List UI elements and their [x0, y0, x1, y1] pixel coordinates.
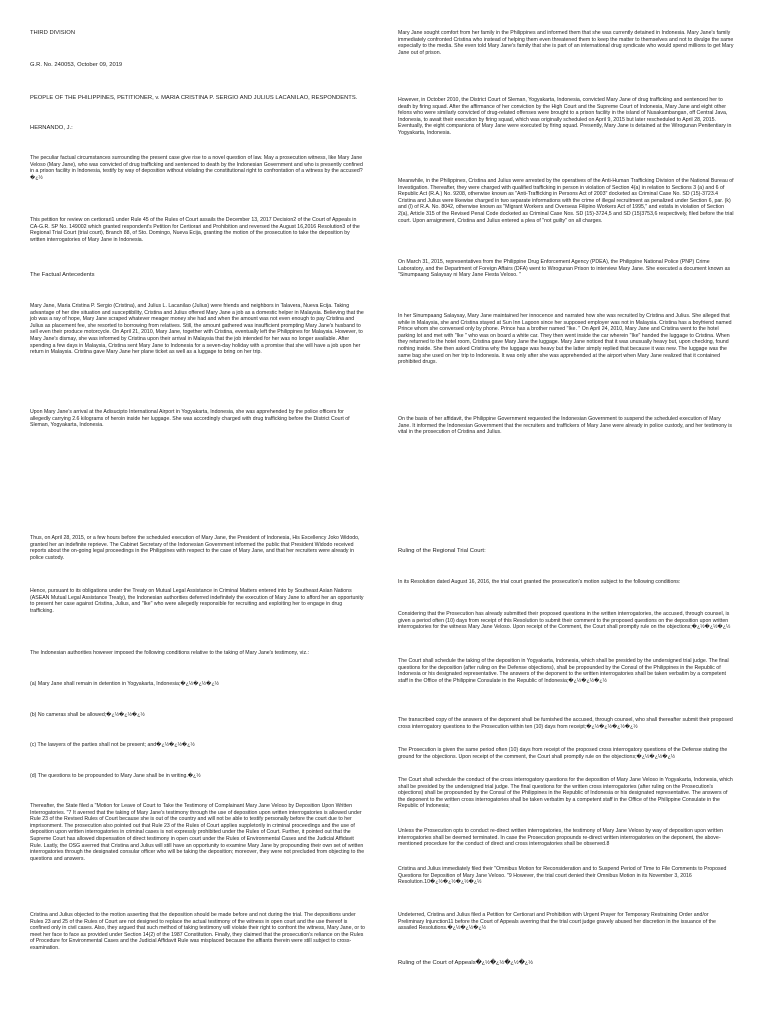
- paragraph: On March 31, 2015, representatives from the Philippine Drug Enforcement Agency (PDEA), the Philippine National Police (PNP) Crime Laboratory, and the Department of Foreign Affairs (DFA) went to Wirogunan Prison to interview Mary Jane. She executed a document known as "Sinumpaang Salaysay ni Mary Jane Fiesta Veloso. ": [398, 259, 731, 279]
- condition-item: (d) The questions to be propounded to Mary Jane shall be in writing.�¿½: [30, 773, 201, 779]
- paragraph: Upon Mary Jane's arrival at the Adisucipto International Airport in Yogyakarta, Indonesia, she was apprehended by the police officers for allegedly carrying 2.6 kilograms of heroin inside her luggage. She was accordingly charged with drug trafficking before the District Court of Sleman, Yogyakarta, Indonesia.: [30, 409, 350, 429]
- paragraph: Hence, pursuant to its obligations under the Treaty on Mutual Legal Assistance in Criminal Matters entered into by Southeast Asian Nations (ASEAN Mutual Legal Assistance Treaty), the Indonesian authorities deferred indefinitely the execution of Mary Jane to afford her an opportunity to present her case against Cristina, Julius, and "Ike" who were allegedly responsible for recruiting and exploiting her to engage in drug trafficking.: [30, 588, 364, 614]
- case-title: PEOPLE OF THE PHILIPPINES, PETITIONER, v. MARIA CRISTINA P. SERGIO AND JULIUS LACANILAO, RESPONDENTS.: [30, 95, 358, 101]
- paragraph: Undeterred, Cristina and Julius filed a Petition for Certiorari and Prohibition with Urgent Prayer for Temporary Restraining Order and/or Preliminary Injunction11 before the Court of Appeals averring that the trial court judge gravely abused her discretion in the issuance of the assailed Resolutions.�¿½�¿½�¿½: [398, 912, 716, 932]
- paragraph: In its Resolution dated August 16, 2016, the trial court granted the prosecution's motion subject to the following conditions:: [398, 579, 681, 585]
- paragraph: The peculiar factual circumstances surrounding the present case give rise to a novel question of law. May a prosecution witness, like Mary Jane Veloso (Mary Jane), who was convicted of drug trafficking and sentenced to death by the Indonesian Government and who is presently confined in a prison facility in Indonesia, testify by way of deposition without violating the constitutional right to confrontation of a witness by the accused?�¿½: [30, 155, 363, 181]
- section-heading: Ruling of the Court of Appeals�¿½�¿½�¿½�¿½: [398, 960, 534, 966]
- condition-item: (a) Mary Jane shall remain in detention in Yogyakarta, Indonesia;�¿½�¿½�¿½: [30, 681, 220, 687]
- order-condition: Considering that the Prosecution has already submitted their proposed questions in the written interrogatories, the accused, through counsel, is given a period often (10) days from receipt of this Resolution to submit their comment to the proposed questions on the deposition upon written interrogatories for the witness Mary Jane Veloso. Upon receipt of the Comment, the Court shall promptly rule on the objections;�¿½�¿½�¿½: [398, 611, 731, 631]
- condition-item: (b) No cameras shall be allowed;�¿½�¿½�¿½: [30, 712, 145, 718]
- paragraph: The Indonesian authorities however imposed the following conditions relative to the taking of Mary Jane's testimony, viz.:: [30, 650, 309, 656]
- paragraph: Cristina and Julius objected to the motion asserting that the deposition should be made before and not during the trial. The depositions under Rules 23 and 25 of the Rules of Court are not designed to replace the actual testimony of the witness in open court and the use thereof is confined only in civil cases. Also, they argued that such method of taking testimony will violate their right to confront the witness, Mary Jane, or to meet her face to face as provided under Section 14(2) of the 1987 Constitution. Finally, they claimed that the prosecution's reliance on the Rules of Procedure for Environmental Cases and the Judicial Affidavit Rule was misplaced because the affiants therein were still subject to cross-examination.: [30, 912, 365, 951]
- paragraph: Meanwhile, in the Philippines, Cristina and Julius were arrested by the operatives of the Anti-Human Trafficking Division of the National Bureau of Investigation. Thereafter, they were charged with qualified trafficking in person in violation of Section 4(a) in relation to Sections 3 (a) and 6 of Republic Act (R.A.) No. 9208, otherwise known as "Anti-Trafficking in Persons Act of 2003" docketed as Criminal Case No. SD (15)-3723.4 Cristina and Julius were likewise charged in two separate informations with the crime of illegal recruitment as penalized under Section 6, par. (k) and (l) of R.A. No. 8042, otherwise known as "Migrant Workers and Overseas Filipino Workers Act of 1995," and estafa in violation of Section 2(a), Article 315 of the Revised Penal Code docketed as Criminal Case Nos. SD (15)-3724,5 and SD (15)3753,6 respectively, filed before the trial court. Upon arraignment, Cristina and Julius entered a plea of "not guilty" on all charges.: [398, 178, 734, 224]
- paragraph: This petition for review on certiorari1 under Rule 45 of the Rules of Court assails the December 13, 2017 Decision2 of the Court of Appeals in CA-G.R. SP No. 149002 which granted respondent's Petition for Certiorari and Prohibition and reversed the August 16,2016 Resolution3 of the Regional Trial Court (trial court), Branch 88, of Sto. Domingo, Nueva Ecija, granting the motion of the prosecution to take the deposition by written interrogatories of Mary Jane in Indonesia.: [30, 217, 360, 243]
- paragraph: However, in October 2010, the District Court of Sleman, Yogyakarta, Indonesia, convicted Mary Jane of drug trafficking and sentenced her to death by firing squad. After the affirmance of her conviction by the High Court and the Supreme Court of Indonesia, Mary Jane and eight other felons who were similarly convicted of drug-related offenses were brought to a prison facility in the island of Nusakambangan, off Central Java, Indonesia, to await their execution by firing squad, which was originally scheduled on April 9, 2015 but later rescheduled to April 28, 2015. Eventually, the eight companions of Mary Jane were executed by firing squad. Presently, Mary Jane is detained at the Wirogunan Penitentiary in Yogyakarta, Indonesia.: [398, 97, 732, 136]
- paragraph: Thus, on April 28, 2015, or a few hours before the scheduled execution of Mary Jane, the President of Indonesia, His Excellency Joko Widodo, granted her an indefinite reprieve. The Cabinet Secretary of the Indonesian Government informed the public that President Widodo received reports about the on-going legal proceedings in the Philippines with respect to the case of Mary Jane, and that her recruiters were already in police custody.: [30, 535, 360, 561]
- paragraph: Mary Jane sought comfort from her family in the Philippines and informed them that she was currently detained in Indonesia. Mary Jane's family immediately confronted Cristina who instead of helping them even threatened them to keep the matter to themselves and not to divulge the same especially to the media. She even told Mary Jane's family that she is part of an international drug syndicate who would spend millions to get Mary Jane out of prison.: [398, 30, 734, 56]
- division-heading: THIRD DIVISION: [30, 30, 76, 36]
- paragraph: On the basis of her affidavit, the Philippine Government requested the Indonesian Government to suspend the scheduled execution of Mary Jane. It informed the Indonesian Government that the recruiters and traffickers of Mary Jane were already in police custody, and her testimony is vital in the prosecution of Cristina and Julius.: [398, 416, 733, 436]
- ponente: HERNANDO, J.:: [30, 125, 73, 131]
- order-condition: Unless the Prosecution opts to conduct re-direct written interrogatories, the testimony of Mary Jane Veloso by way of deposition upon written interrogatories shall be deemed terminated. In case the Prosecution propounds re-direct written interrogatories on the deponent, the above-mentioned procedure for the conduct of direct and cross interrogatories shall be observed.8: [398, 828, 723, 848]
- order-condition: The Court shall schedule the taking of the deposition in Yogyakarta, Indonesia, which shall be presided by the undersigned trial judge. The final questions for the deposition (after ruling on the Defense objections), shall be propounded by the Consul of the Philippines in the Republic of Indonesia or his designated representative. The answers of the deponent to the written interrogatories shall be taken verbatim by a competent staff in the Office of the Philippine Consulate in the Republic of Indonesia;�¿½�¿½�¿½: [398, 658, 729, 684]
- order-condition: The Court shall schedule the conduct of the cross interrogatory questions for the deposition of Mary Jane Veloso in Yogyakarta, Indonesia, which shall be presided by the undersigned trial judge. The final questions for the written cross interrogatories (after ruling on the Prosecution's objections) shall be propounded by the Consul of the Philippines in the Republic of Indonesia or his designated representative. The answers of the deponent to the written cross interrogatories shall be taken verbatim by a competent staff in the Office of the Philippine Consulate in the Republic of Indonesia;: [398, 777, 733, 810]
- paragraph: Thereafter, the State filed a "Motion for Leave of Court to Take the Testimony of Complainant Mary Jane Veloso by Deposition Upon Written Interrogatories. "7 It averred that the taking of Mary Jane's testimony through the use of deposition upon written interrogatories is allowed under Rule 23 of the Revised Rules of Court because she is out of the country and will not be able to testify personally before the court due to her imprisonment. The prosecution also pointed out that Rule 23 of the Rules of Court applies suppletorily in criminal proceedings and the use of deposition upon written interrogatories in criminal cases is not expressly prohibited under the Rules of Court. Further, it pointed out that the Supreme Court has allowed dispensation of direct testimony in open court under the Rules of Environmental Cases and the Judicial Affidavit Rule. Lastly, the OSG averred that Cristina and Julius will still have an opportunity to examine Mary Jane by propounding their own set of written interrogatories through the designated consular officer who will be taking the deposition; moreover, they were not precluded from objecting to the questions and answers.: [30, 803, 365, 862]
- section-heading: The Factual Antecedents: [30, 272, 95, 278]
- paragraph: Mary Jane, Maria Cristina P. Sergio (Cristina), and Julius L. Lacanilao (Julius) were friends and neighbors in Talavera, Nueva Ecija. Taking advantage of her dire situation and susceptibility, Cristina and Julius offered Mary Jane a job as a domestic helper in Malaysia. Believing that the job was a ray of hope, Mary Jane scraped whatever meager money she had and when the amount was not even enough to pay Cristina and Julius as placement fee, she resorted to borrowing from relatives. Still, the amount gathered was insufficient prompting Mary Jane's husband to sell even their produce motorcycle. On April 21, 2010, Mary Jane, together with Cristina, eventually left the Philippines for Malaysia. However, to Mary Jane's dismay, she was informed by Cristina upon their arrival in Malaysia that the job intended for her was no longer available. After spending a few days in Malaysia, Cristina sent Mary Jane to Indonesia for a seven-day holiday with a promise that she will have a job upon her return in Malaysia. Cristina gave Mary Jane her plane ticket as well as a luggage to bring on her trip.: [30, 303, 364, 356]
- order-condition: The Prosecution is given the same period often (10) days from receipt of the proposed cross interrogatory questions of the Defense stating the ground for the objections. Upon receipt of the comment, the Court shall promptly rule on the objections;�¿½�¿½�¿½: [398, 747, 728, 760]
- paragraph: Cristina and Julius immediately filed their "Omnibus Motion for Reconsideration and to Suspend Period of Time to File Comments to Proposed Questions for Deposition of Mary Jane Veloso. "9 However, the trial court denied their Omnibus Motion in its November 3, 2016 Resolution.10�¿½�¿½�¿½�¿½: [398, 866, 727, 886]
- paragraph: In her Sinumpaang Salaysay, Mary Jane maintained her innocence and narrated how she was recruited by Cristina and Julius. She alleged that while in Malaysia, she and Cristina stayed at Sun Inn Lagoon since her supposed employer was not in Malaysia. Cristina has a boyfriend named Prince whom she conversed only by phone. Prince has a brother named "Ike. " On April 24, 2010, Mary Jane and Cristina went to the hotel parking lot and met with "Ike " who was on board a white car. They then went inside the car wherein "Ike" handed the luggage to Cristina. When they returned to the hotel room, Cristina gave Mary Jane the luggage. Mary Jane noticed that it was unusually heavy but, upon checking, found nothing inside. She then asked Cristina why the luggage was heavy but the latter simply replied that because it was new. The luggage was the same bag she used on her trip to Indonesia. It was only after she was apprehended at the airport when Mary Jane realized that it contained prohibited drugs.: [398, 313, 732, 366]
- condition-item: (c) The lawyers of the parties shall not be present; and�¿½�¿½�¿½: [30, 742, 195, 748]
- case-number: G.R. No. 240053, October 09, 2019: [30, 62, 123, 68]
- section-heading: Ruling of the Regional Trial Court:: [398, 548, 486, 554]
- order-condition: The transcribed copy of the answers of the deponent shall be furnished the accused, through counsel, who shall thereafter submit their proposed cross interrogatory questions to the Prosecution within ten (10) days from receipt;�¿½�¿½�¿½�¿½: [398, 717, 733, 730]
